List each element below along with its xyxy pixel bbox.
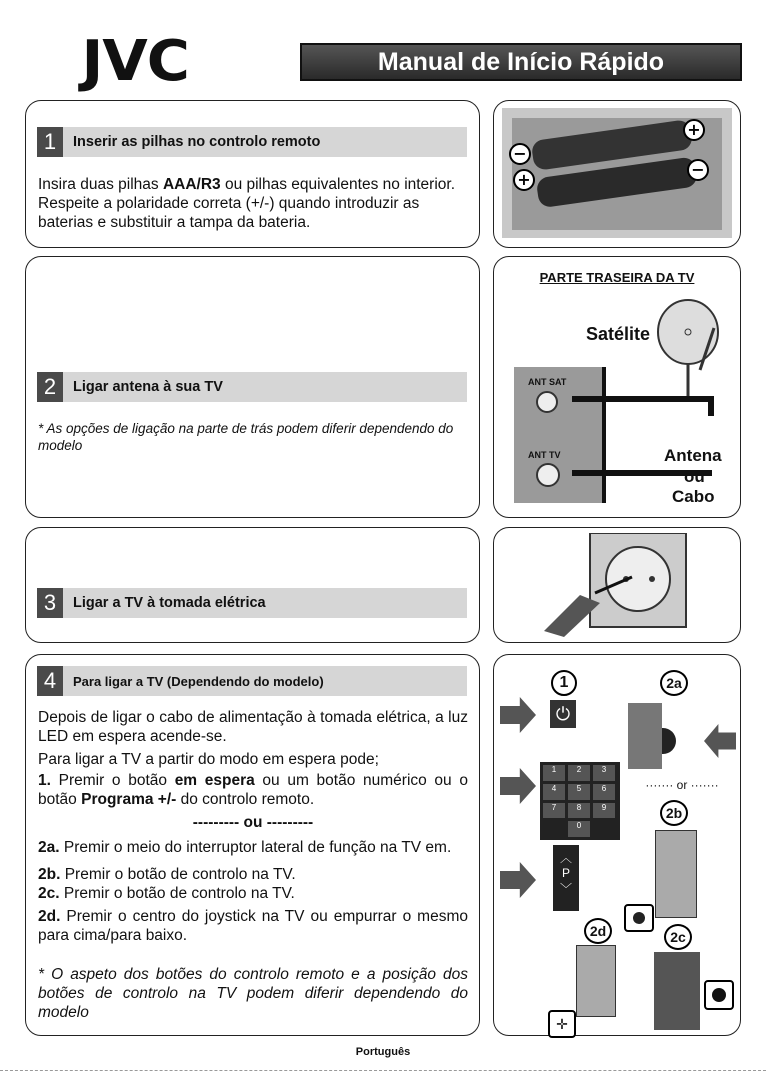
section-number: 1 xyxy=(37,127,63,157)
footer-language: Português xyxy=(355,1046,411,1058)
key: 1 xyxy=(543,765,565,781)
section-title: Inserir as pilhas no controlo remoto xyxy=(73,134,321,150)
section-2-note: * As opções de ligação na parte de trás podem diferir dependendo do modelo xyxy=(38,421,454,453)
key: 0 xyxy=(568,821,590,837)
tv-side-panel xyxy=(628,703,662,769)
key: 9 xyxy=(593,803,615,819)
paragraph: Para ligar a TV a partir do modo em espera pode; xyxy=(38,751,379,768)
step-1-badge: 1 xyxy=(551,670,577,696)
paragraph: Depois de ligar o cabo de alimentação à tomada elétrica, a luz LED em espera acende-se. xyxy=(38,709,468,745)
divider xyxy=(0,1070,766,1071)
battery-type: AAA/R3 xyxy=(162,176,221,193)
paragraph: 2b. Premir o botão de controlo na TV. xyxy=(38,866,296,883)
tv-corner-2b xyxy=(655,830,697,918)
svg-text:−: − xyxy=(691,160,705,179)
section-3-box xyxy=(25,527,480,643)
or-label: ou xyxy=(684,467,705,486)
section-number: 3 xyxy=(37,588,63,618)
page-title: Manual de Início Rápido xyxy=(300,43,742,81)
step-2b-badge: 2b xyxy=(660,800,688,826)
control-button-icon xyxy=(624,904,654,932)
section-1-text xyxy=(38,175,458,232)
antenna-label: Antena xyxy=(664,446,722,465)
control-button-icon xyxy=(704,980,734,1010)
joystick-icon: ✛ xyxy=(548,1010,576,1038)
section-2-heading xyxy=(37,372,467,402)
key: 2 xyxy=(568,765,590,781)
rear-tv-title: PARTE TRASEIRA DA TV xyxy=(539,270,695,285)
text-part: ou pilhas equivalentes no interior. Respeite a polaridade correta (+/-) quando introduzir as baterias e substituir a tampa da bateria. xyxy=(38,176,456,231)
paragraph: 2c. Premir o botão de controlo na TV. xyxy=(38,885,295,902)
step-2d-badge: 2d xyxy=(584,918,612,944)
divider: --------- ou --------- xyxy=(192,814,314,831)
svg-text:+: + xyxy=(517,170,531,189)
chevron-up-icon: ︿ xyxy=(559,851,572,865)
satellite-dish-icon xyxy=(652,298,730,404)
section-title: Ligar antena à sua TV xyxy=(73,379,223,395)
ant-tv-port xyxy=(536,463,560,487)
numeric-keypad xyxy=(540,762,620,840)
text-part: Insira duas pilhas xyxy=(38,176,163,193)
section-4-note: * O aspeto dos botões do controlo remoto e a posição dos botões de controlo na TV podem diferir dependendo do modelo xyxy=(38,966,468,1021)
tv-rear-panel xyxy=(514,367,606,503)
power-plug-icon xyxy=(540,533,690,637)
chevron-down-icon: ﹀ xyxy=(559,882,572,896)
step-2a-badge: 2a xyxy=(660,670,688,696)
paragraph: 2a. Premir o meio do interruptor lateral de função na TV em. xyxy=(38,839,452,856)
tv-corner-2d xyxy=(576,945,616,1017)
section-title: Para ligar a TV (Dependendo do modelo) xyxy=(73,673,324,689)
ant-sat-label: ANT SAT xyxy=(528,377,567,387)
jvc-logo: JVC xyxy=(81,29,189,94)
ant-tv-label: ANT TV xyxy=(528,450,561,460)
cable-label: Cabo xyxy=(672,487,715,506)
section-4-heading xyxy=(37,666,467,696)
program-label: P xyxy=(561,866,570,880)
battery-illustration xyxy=(502,108,732,238)
section-number: 2 xyxy=(37,372,63,402)
tv-corner-2c xyxy=(654,952,700,1030)
section-title: Ligar a TV à tomada elétrica xyxy=(73,595,266,611)
key: 3 xyxy=(593,765,615,781)
key: 8 xyxy=(568,803,590,819)
key: 5 xyxy=(568,784,590,800)
section-number: 4 xyxy=(37,666,63,696)
key: 7 xyxy=(543,803,565,819)
ant-sat-port xyxy=(536,391,558,413)
paragraph: 1. Premir o botão em espera ou um botão numérico ou o botão Programa +/- do controlo remoto. xyxy=(38,772,468,808)
sat-mast xyxy=(708,396,714,416)
svg-text:−: − xyxy=(513,144,527,163)
step-2c-badge: 2c xyxy=(664,924,692,950)
satellite-label: Satélite xyxy=(586,324,651,344)
section-3-heading xyxy=(37,588,467,618)
key: 4 xyxy=(543,784,565,800)
power-button-icon: ⏻ xyxy=(550,700,576,728)
program-rocker xyxy=(553,845,579,911)
section-4-text xyxy=(38,708,468,1026)
key: 6 xyxy=(593,784,615,800)
section-1-heading xyxy=(37,127,467,157)
paragraph: 2d. Premir o centro do joystick na TV ou empurrar o mesmo para cima/para baixo. xyxy=(38,908,468,944)
svg-text:+: + xyxy=(687,120,701,139)
or-separator: ······· or ······· xyxy=(645,778,719,792)
sat-cable xyxy=(572,396,712,402)
